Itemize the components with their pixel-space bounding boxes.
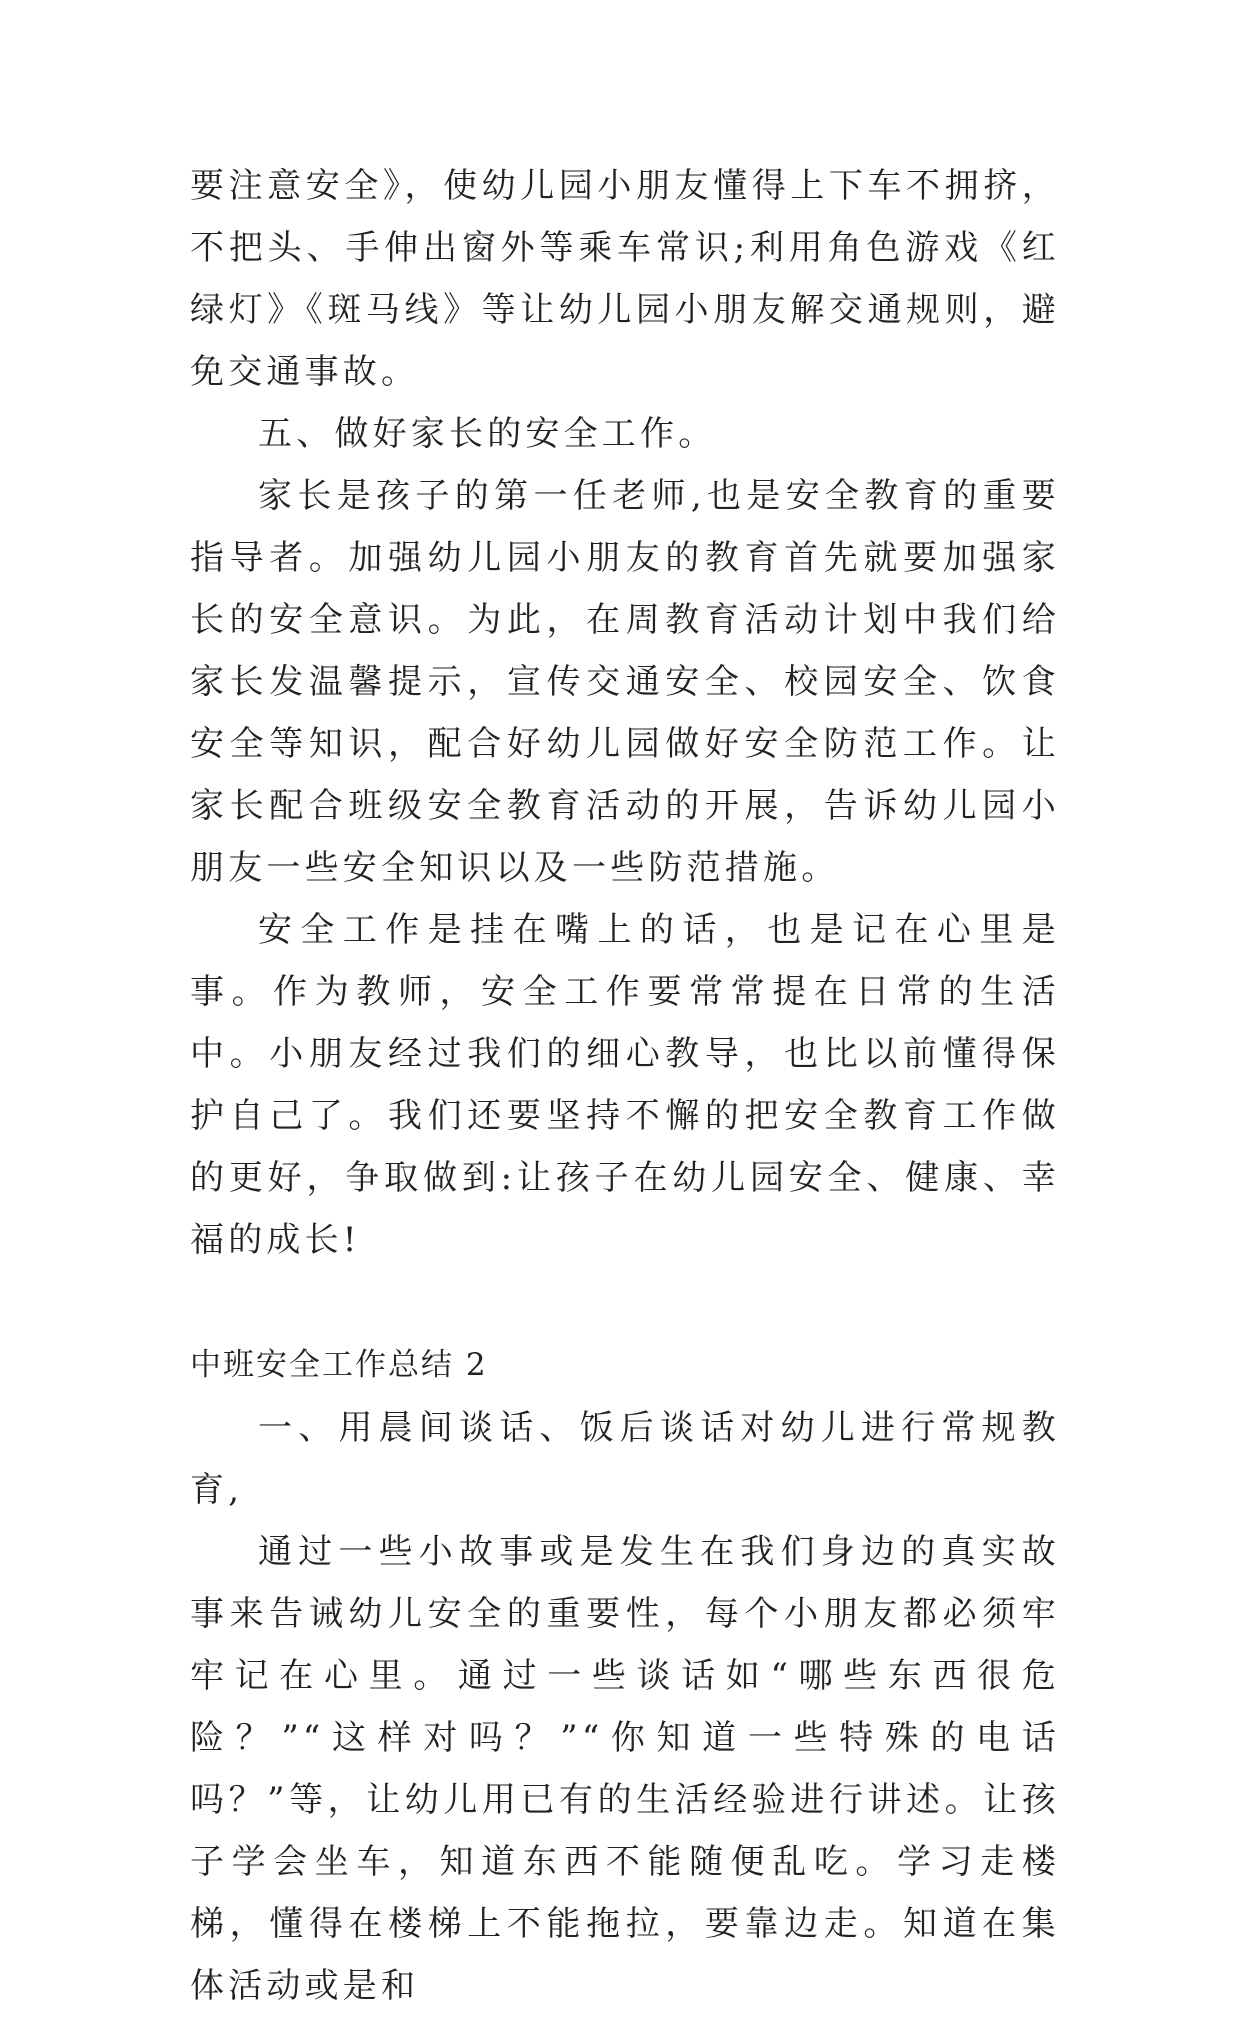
document-page: [190, 155, 1060, 2017]
section-heading-routine: 一、用晨间谈话、饭后谈话对幼儿进行常规教育,: [190, 1408, 1060, 1510]
paragraph-traffic-safety: 要注意安全》，使幼儿园小朋友懂得上下车不拥挤，不把头、手伸出窗外等乘车常识;利用角色游戏《红绿灯》《斑马线》等让幼儿园小朋友解交通规则，避免交通事故。: [190, 166, 1060, 392]
section-spacer: [190, 1271, 1060, 1333]
paragraph-conclusion: 安全工作是挂在嘴上的话，也是记在心里是事。作为教师，安全工作要常常提在日常的生活中。小朋友经过我们的细心教导，也比以前懂得保护自己了。我们还要坚持不懈的把安全教育工作做的更好，争取做到:让孩子在幼儿园安全、健康、幸福的成长!: [190, 910, 1060, 1260]
section-title: 中班安全工作总结 2: [190, 1347, 488, 1383]
paragraph-stories: 通过一些小故事或是发生在我们身边的真实故事来告诫幼儿安全的重要性，每个小朋友都必须牢牢记在心里。通过一些谈话如“哪些东西很危险？”“这样对吗？”“你知道一些特殊的电话吗？”等，让幼儿用已有的生活经验进行讲述。让孩子学会坐车，知道东西不能随便乱吃。学习走楼梯，懂得在楼梯上不能拖拉，要靠边走。知道在集体活动或是和: [190, 1532, 1060, 2006]
paragraph-parents-safety: 家长是孩子的第一任老师,也是安全教育的重要指导者。加强幼儿园小朋友的教育首先就要加强家长的安全意识。为此，在周教育活动计划中我们给家长发温馨提示，宣传交通安全、校园安全、饮食安全等知识，配合好幼儿园做好安全防范工作。让家长配合班级安全教育活动的开展，告诉幼儿园小朋友一些安全知识以及一些防范措施。: [190, 476, 1060, 888]
section-heading-parents: 五、做好家长的安全工作。: [258, 414, 717, 454]
